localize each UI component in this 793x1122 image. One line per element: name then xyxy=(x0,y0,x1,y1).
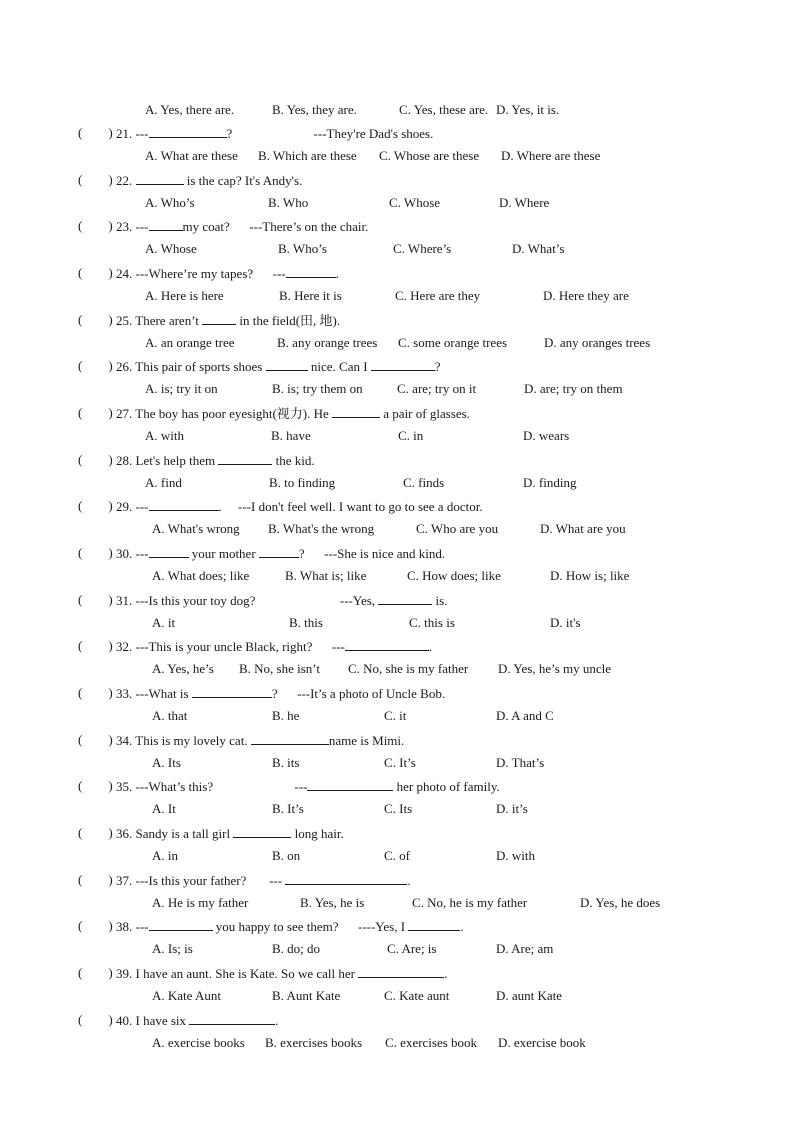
question-stem-30 xyxy=(116,545,445,562)
answer-blank xyxy=(149,498,219,511)
question-stem-36 xyxy=(116,825,344,842)
option-a: A. is; try it on xyxy=(145,381,218,396)
option-c: C. How does; like xyxy=(407,568,501,583)
option-c: C. finds xyxy=(403,475,445,490)
option-d: D. exercise book xyxy=(498,1035,586,1050)
stem-text: 35. ---What’s this? --- xyxy=(116,779,308,794)
option-a: A. with xyxy=(145,428,184,443)
option-d: D. any oranges trees xyxy=(544,335,651,350)
answer-blank xyxy=(189,1012,275,1025)
options-row-29 xyxy=(0,521,793,537)
option-a: A. Yes, there are. xyxy=(145,102,235,117)
stem-text: 27. The boy has poor eyesight(视力). He xyxy=(116,406,333,421)
option-a: A. find xyxy=(145,475,182,490)
stem-text: is the cap? It's Andy's. xyxy=(183,173,303,188)
option-b: B. It’s xyxy=(272,801,304,816)
option-a: A. an orange tree xyxy=(145,335,235,350)
question-stem-37 xyxy=(116,872,411,889)
stem-text: in the field(田, 地). xyxy=(236,313,341,328)
stem-text: 25. There aren’t xyxy=(116,313,203,328)
option-b: B. exercises books xyxy=(265,1035,363,1050)
option-a: A. Whose xyxy=(145,241,197,256)
stem-text: 30. --- xyxy=(116,546,149,561)
stem-text: 31. ---Is this your toy dog? ---Yes, xyxy=(116,593,379,608)
option-a: A. in xyxy=(152,848,178,863)
answer-parentheses: ( ) xyxy=(78,358,113,373)
question-stem-40 xyxy=(116,1012,279,1029)
answer-blank xyxy=(345,638,429,651)
option-a: A. Its xyxy=(152,755,181,770)
question-stem-21 xyxy=(116,125,433,142)
stem-text: . xyxy=(407,873,411,888)
option-d: D. it’s xyxy=(496,801,528,816)
option-d: D. Where are these xyxy=(501,148,601,163)
options-row-30 xyxy=(0,568,793,584)
stem-text: you happy to see them? ----Yes, I xyxy=(212,919,409,934)
stem-text: 24. ---Where’re my tapes? --- xyxy=(116,266,286,281)
option-a: A. Who’s xyxy=(145,195,195,210)
option-d: D. How is; like xyxy=(550,568,630,583)
stem-text: 36. Sandy is a tall girl xyxy=(116,826,234,841)
stem-text: her photo of family. xyxy=(393,779,500,794)
option-a: A. exercise books xyxy=(152,1035,245,1050)
question-stem-24 xyxy=(116,265,339,282)
question-stem-34 xyxy=(116,732,404,749)
option-a: A. Kate Aunt xyxy=(152,988,221,1003)
options-row-35 xyxy=(0,801,793,817)
stem-text: ? ---She is nice and kind. xyxy=(298,546,446,561)
option-b: B. What's the wrong xyxy=(268,521,375,536)
stem-text: a pair of glasses. xyxy=(380,406,470,421)
answer-blank xyxy=(408,918,460,931)
option-c: C. Who are you xyxy=(416,521,499,536)
options-row-34 xyxy=(0,755,793,771)
options-row-23 xyxy=(0,241,793,257)
answer-blank xyxy=(358,965,444,978)
answer-parentheses: ( ) xyxy=(78,685,113,700)
stem-text: . xyxy=(460,919,464,934)
answer-blank xyxy=(202,312,236,325)
question-stem-39 xyxy=(116,965,447,982)
option-b: B. to finding xyxy=(269,475,336,490)
answer-parentheses: ( ) xyxy=(78,825,113,840)
answer-parentheses: ( ) xyxy=(78,872,113,887)
stem-text: long hair. xyxy=(291,826,344,841)
option-b: B. Here it is xyxy=(279,288,342,303)
options-row-26 xyxy=(0,381,793,397)
answer-blank xyxy=(149,218,183,231)
stem-text: the kid. xyxy=(272,453,315,468)
stem-text: name is Mimi. xyxy=(328,733,405,748)
option-a: A. Yes, he’s xyxy=(152,661,214,676)
option-c: C. Its xyxy=(384,801,413,816)
stem-text: . xyxy=(428,639,433,654)
option-b: B. do; do xyxy=(272,941,321,956)
option-c: C. it xyxy=(384,708,407,723)
answer-parentheses: ( ) xyxy=(78,218,113,233)
answer-blank xyxy=(149,545,189,558)
answer-blank xyxy=(149,125,227,138)
option-b: B. he xyxy=(272,708,300,723)
stem-text: ? xyxy=(226,126,233,141)
option-a: A. What are these xyxy=(145,148,238,163)
question-stem-35 xyxy=(116,778,500,795)
option-d: D. aunt Kate xyxy=(496,988,563,1003)
option-d: D. Yes, he’s my uncle xyxy=(498,661,612,676)
answer-blank xyxy=(378,592,432,605)
question-stem-26 xyxy=(116,358,441,375)
answer-parentheses: ( ) xyxy=(78,965,113,980)
option-a: A. What's wrong xyxy=(152,521,240,536)
answer-parentheses: ( ) xyxy=(78,638,113,653)
option-c: C. It’s xyxy=(384,755,416,770)
options-row-21 xyxy=(0,148,793,164)
option-d: D. What are you xyxy=(540,521,626,536)
answer-parentheses: ( ) xyxy=(78,1012,113,1027)
answer-blank xyxy=(307,778,393,791)
stem-text: . xyxy=(335,266,339,281)
answer-parentheses: ( ) xyxy=(78,125,113,140)
option-b: B. on xyxy=(272,848,301,863)
option-b: B. What is; like xyxy=(285,568,367,583)
stem-text: 32. ---This is your uncle Black, right? --- xyxy=(116,639,345,654)
stem-text: nice. Can I xyxy=(307,359,371,374)
options-row-28 xyxy=(0,475,793,491)
stem-text: 33. ---What is xyxy=(116,686,192,701)
question-stem-28 xyxy=(116,452,315,469)
stem-text: 23. --- xyxy=(116,219,149,234)
option-c: C. Yes, these are. xyxy=(399,102,489,117)
answer-blank xyxy=(371,358,435,371)
option-b: B. have xyxy=(271,428,311,443)
option-d: D. What’s xyxy=(512,241,565,256)
option-d: D. wears xyxy=(523,428,570,443)
options-row-22 xyxy=(0,195,793,211)
option-c: C. Whose xyxy=(389,195,441,210)
option-a: A. Is; is xyxy=(152,941,193,956)
answer-parentheses: ( ) xyxy=(78,732,113,747)
stem-text: 22. xyxy=(116,173,136,188)
options-row-32 xyxy=(0,661,793,677)
option-a: A. He is my father xyxy=(152,895,249,910)
answer-blank xyxy=(149,918,213,931)
option-d: D. it's xyxy=(550,615,581,630)
answer-blank xyxy=(266,358,308,371)
answer-parentheses: ( ) xyxy=(78,405,113,420)
options-row-38 xyxy=(0,941,793,957)
question-stem-23 xyxy=(116,218,368,235)
options-row-36 xyxy=(0,848,793,864)
answer-blank xyxy=(218,452,272,465)
option-a: A. that xyxy=(152,708,188,723)
options-row-33 xyxy=(0,708,793,724)
stem-text: 34. This is my lovely cat. xyxy=(116,733,251,748)
option-c: C. Here are they xyxy=(395,288,481,303)
options-row-25 xyxy=(0,335,793,351)
option-b: B. its xyxy=(272,755,300,770)
option-a: A. What does; like xyxy=(152,568,250,583)
stem-text: ---They're Dad's shoes. xyxy=(232,126,434,141)
option-b: B. any orange trees xyxy=(277,335,378,350)
stem-text: 21. --- xyxy=(116,126,149,141)
stem-text: 28. Let's help them xyxy=(116,453,219,468)
option-d: D. That’s xyxy=(496,755,545,770)
options-row-39 xyxy=(0,988,793,1004)
answer-parentheses: ( ) xyxy=(78,498,113,513)
question-stem-25 xyxy=(116,312,340,329)
option-c: C. Where’s xyxy=(393,241,452,256)
question-stem-29 xyxy=(116,498,483,515)
option-d: D. Yes, he does xyxy=(580,895,661,910)
option-c: C. No, he is my father xyxy=(412,895,528,910)
option-c: C. Whose are these xyxy=(379,148,480,163)
option-d: D. are; try on them xyxy=(524,381,623,396)
answer-blank xyxy=(259,545,299,558)
option-d: D. with xyxy=(496,848,535,863)
option-b: B. Which are these xyxy=(258,148,357,163)
question-stem-22 xyxy=(116,172,302,189)
option-d: D. Here they are xyxy=(543,288,629,303)
options-row-40 xyxy=(0,1035,793,1051)
stem-text: 40. I have six xyxy=(116,1013,190,1028)
option-c: C. are; try on it xyxy=(397,381,477,396)
answer-blank xyxy=(233,825,291,838)
stem-text: 26. This pair of sports shoes xyxy=(116,359,266,374)
option-b: B. Yes, he is xyxy=(300,895,365,910)
question-stem-32 xyxy=(116,638,432,655)
options-row-27 xyxy=(0,428,793,444)
option-b: B. is; try them on xyxy=(272,381,363,396)
stem-text: your mother xyxy=(188,546,259,561)
option-b: B. Aunt Kate xyxy=(272,988,341,1003)
stem-text: my coat? ---There’s on the chair. xyxy=(182,219,369,234)
option-c: C. exercises book xyxy=(385,1035,478,1050)
option-b: B. this xyxy=(289,615,323,630)
option-c: C. of xyxy=(384,848,410,863)
options-row-31 xyxy=(0,615,793,631)
answer-parentheses: ( ) xyxy=(78,265,113,280)
answer-parentheses: ( ) xyxy=(78,172,113,187)
stem-text: is. xyxy=(432,593,448,608)
answer-parentheses: ( ) xyxy=(78,545,113,560)
answer-blank xyxy=(192,685,272,698)
option-b: B. Who’s xyxy=(278,241,327,256)
answer-parentheses: ( ) xyxy=(78,592,113,607)
answer-blank xyxy=(285,872,407,885)
option-c: C. Are; is xyxy=(387,941,437,956)
answer-parentheses: ( ) xyxy=(78,778,113,793)
stem-text: . xyxy=(444,966,448,981)
option-c: C. Kate aunt xyxy=(384,988,450,1003)
stem-text: 37. ---Is this your father? --- xyxy=(116,873,286,888)
answer-blank xyxy=(251,732,329,745)
option-b: B. Yes, they are. xyxy=(272,102,357,117)
stem-text: . xyxy=(275,1013,279,1028)
option-d: D. A and C xyxy=(496,708,554,723)
option-c: C. some orange trees xyxy=(398,335,508,350)
question-stem-33 xyxy=(116,685,445,702)
answer-parentheses: ( ) xyxy=(78,452,113,467)
option-c: C. No, she is my father xyxy=(348,661,469,676)
option-d: D. finding xyxy=(523,475,577,490)
option-d: D. Yes, it is. xyxy=(496,102,560,117)
stem-text: 39. I have an aunt. She is Kate. So we call her xyxy=(116,966,359,981)
option-c: C. this is xyxy=(409,615,455,630)
stem-text: 38. --- xyxy=(116,919,149,934)
answer-blank xyxy=(286,265,336,278)
option-a: A. it xyxy=(152,615,176,630)
answer-blank xyxy=(136,172,184,185)
question-stem-27 xyxy=(116,405,470,422)
stem-text: 29. --- xyxy=(116,499,149,514)
question-stem-31 xyxy=(116,592,447,609)
options-row-24 xyxy=(0,288,793,304)
option-a: A. Here is here xyxy=(145,288,224,303)
answer-parentheses: ( ) xyxy=(78,918,113,933)
question-stem-38 xyxy=(116,918,464,935)
option-d: D. Where xyxy=(499,195,550,210)
options-row-37 xyxy=(0,895,793,911)
options-row-20 xyxy=(0,102,793,118)
answer-blank xyxy=(332,405,380,418)
option-a: A. It xyxy=(152,801,176,816)
stem-text: ? xyxy=(434,359,441,374)
option-c: C. in xyxy=(398,428,424,443)
option-b: B. Who xyxy=(268,195,309,210)
option-d: D. Are; am xyxy=(496,941,554,956)
answer-parentheses: ( ) xyxy=(78,312,113,327)
option-b: B. No, she isn’t xyxy=(239,661,321,676)
stem-text: ? ---It’s a photo of Uncle Bob. xyxy=(271,686,446,701)
stem-text: . ---I don't feel well. I want to go to see a doctor. xyxy=(218,499,483,514)
